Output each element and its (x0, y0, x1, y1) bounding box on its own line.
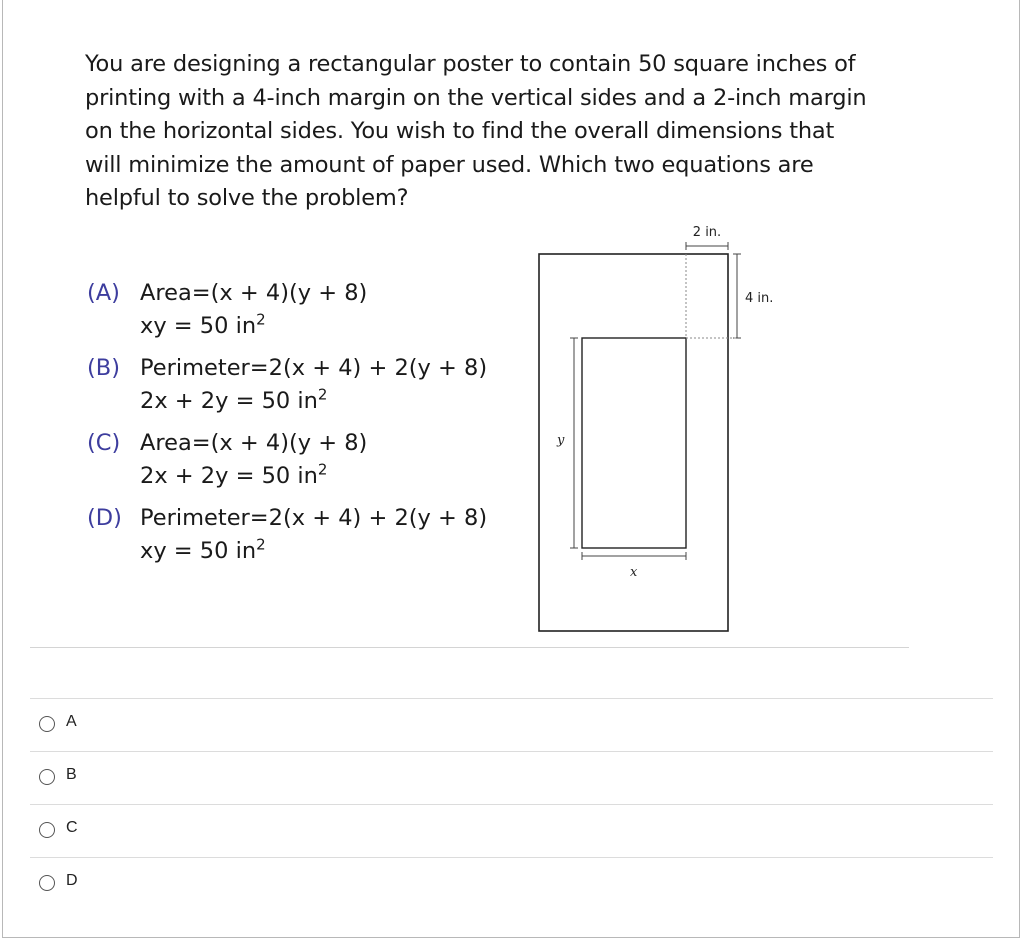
option-letter: (C) (87, 430, 121, 456)
y-label: y (557, 433, 565, 448)
option-equation: 2x + 2y = 50 in (140, 463, 318, 489)
x-label: x (630, 565, 638, 580)
option-letter: (A) (87, 280, 120, 306)
option-label: Perimeter= (140, 355, 269, 381)
option-letter: (D) (87, 505, 122, 531)
top-margin-label: 2 in. (692, 225, 722, 240)
exponent: 2 (256, 535, 266, 554)
choice-a[interactable] (30, 698, 993, 751)
side-margin-label: 4 in. (745, 291, 774, 306)
option-equation: xy = 50 in (140, 538, 257, 564)
radio-button[interactable] (39, 769, 55, 785)
option-c (87, 430, 527, 505)
choice-label: C (66, 819, 78, 836)
option-expression: 2(x + 4) + 2(y + 8) (268, 355, 488, 381)
choice-d[interactable] (30, 857, 993, 910)
option-letter: (B) (87, 355, 120, 381)
option-equation: 2x + 2y = 50 in (140, 388, 318, 414)
radio-button[interactable] (39, 716, 55, 732)
option-expression: (x + 4)(y + 8) (210, 280, 368, 306)
option-label: Area= (140, 280, 211, 306)
choice-label: B (66, 766, 77, 783)
printed-area-rect (582, 338, 686, 548)
divider (30, 647, 909, 648)
radio-button[interactable] (39, 875, 55, 891)
option-expression: 2(x + 4) + 2(y + 8) (268, 505, 488, 531)
answer-options-list (87, 280, 527, 580)
option-a (87, 280, 527, 355)
choice-label: A (66, 713, 77, 730)
exponent: 2 (317, 460, 328, 479)
option-d (87, 505, 527, 580)
choice-label: D (66, 872, 78, 889)
exponent: 2 (256, 310, 266, 329)
choice-b[interactable] (30, 751, 993, 804)
poster-diagram (530, 216, 810, 636)
choice-c[interactable] (30, 804, 993, 857)
option-b (87, 355, 527, 430)
exponent: 2 (317, 385, 328, 404)
option-expression: (x + 4)(y + 8) (210, 430, 368, 456)
radio-button[interactable] (39, 822, 55, 838)
option-label: Area= (140, 430, 211, 456)
option-equation: xy = 50 in (140, 313, 257, 339)
option-label: Perimeter= (140, 505, 269, 531)
question-text: You are designing a rectangular poster to contain 50 square inches of printing with a 4-inch margin on the vertical sides and a 2-inch margin on the horizontal sides. You wish to find the overall dimensions that will minimize the amount of paper used. Which two equations are helpful to solve the problem? (85, 51, 867, 211)
